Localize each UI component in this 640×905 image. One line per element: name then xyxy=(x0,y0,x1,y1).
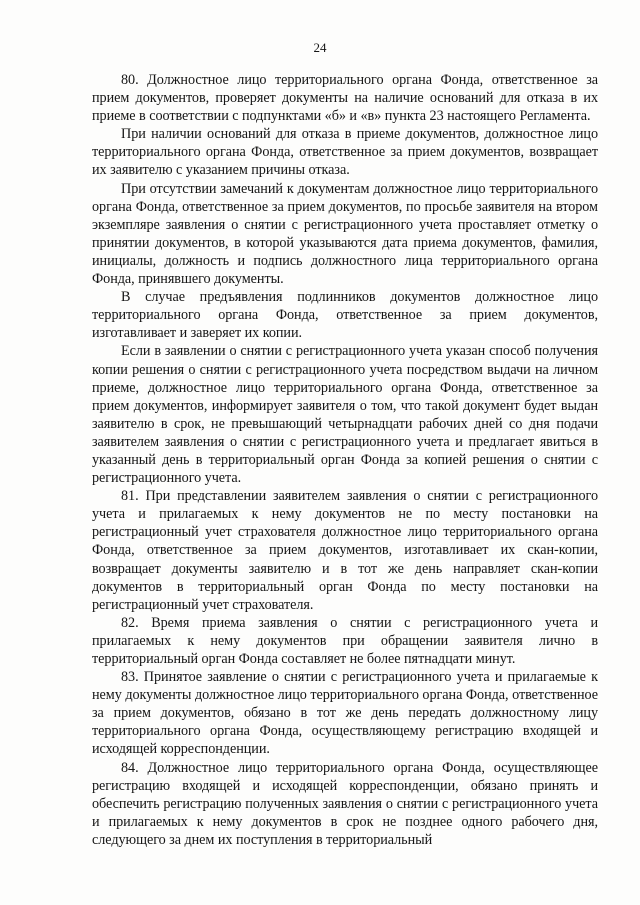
paragraph-no-remarks: При отсутствии замечаний к документам должностное лицо территориального органа Фонда, ответственное за прием документов, по просьбе заявителя на втором экземпляре заявления о снятии с регистрационного учета проставляет отметку о принятии документов, в которой указываются дата приема документов, фамилия, инициалы, должность и подпись должностного лица территориального органа Фонда, принявшего документы. xyxy=(92,180,598,288)
paragraph-82: 82. Время приема заявления о снятии с регистрационного учета и прилагаемых к нему документов при обращении заявителя лично в территориальный орган Фонда составляет не более пятнадцати минут. xyxy=(92,614,598,667)
paragraph-84: 84. Должностное лицо территориального органа Фонда, осуществляющее регистрацию входящей и исходящей корреспонденции, обязано принять и обеспечить регистрацию полученных заявления о снятии с регистрационного учета и прилагаемых к нему документов в срок не позднее одного рабочего дня, следующего за днем их поступления в территориальный xyxy=(92,759,598,848)
paragraph-refusal-grounds: При наличии оснований для отказа в приеме документов, должностное лицо территориального органа Фонда, ответственное за прием документов, возвращает их заявителю с указанием причины отказа. xyxy=(92,126,598,179)
paragraph-copy-issue: Если в заявлении о снятии с регистрационного учета указан способ получения копии решения о снятии с регистрационного учета посредством выдачи на личном приеме, должностное лицо территориального органа Фонда, ответственное за прием документов, информирует заявителя о том, что такой документ будет выдан заявителю в срок, не превышающий четырнадцати рабочих дней со дня подачи заявителем заявления о снятии с регистрационного учета и предлагает явиться в указанный день в территориальный орган Фонда за копией решения о снятии с регистрационного учета. xyxy=(92,343,598,487)
paragraph-80: 80. Должностное лицо территориального органа Фонда, ответственное за прием документов, проверяет документы на наличие оснований для отказа в их приеме в соответствии с подпунктами «б» и «в» пункта 23 настоящего Регламента. xyxy=(92,72,598,125)
paragraph-83: 83. Принятое заявление о снятии с регистрационного учета и прилагаемые к нему документы должностное лицо территориального органа Фонда, ответственное за прием документов, обязано в тот же день передать должностному лицу территориального органа Фонда, осуществляющему регистрацию входящей и исходящей корреспонденции. xyxy=(92,669,598,758)
page-number: 24 xyxy=(313,40,327,55)
paragraph-81: 81. При представлении заявителем заявления о снятии с регистрационного учета и прилагаемых к нему документов не по месту постановки на регистрационный учет страхователя должностное лицо территориального органа Фонда, ответственное за прием документов, изготавливает их скан-копии, возвращает документы заявителю и в тот же день направляет скан-копии документов в территориальный орган Фонда по месту постановки на регистрационный учет страхователя. xyxy=(92,488,598,613)
paragraph-originals: В случае предъявления подлинников документов должностное лицо территориального органа Фонда, ответственное за прием документов, изготавливает и заверяет их копии. xyxy=(92,289,598,342)
